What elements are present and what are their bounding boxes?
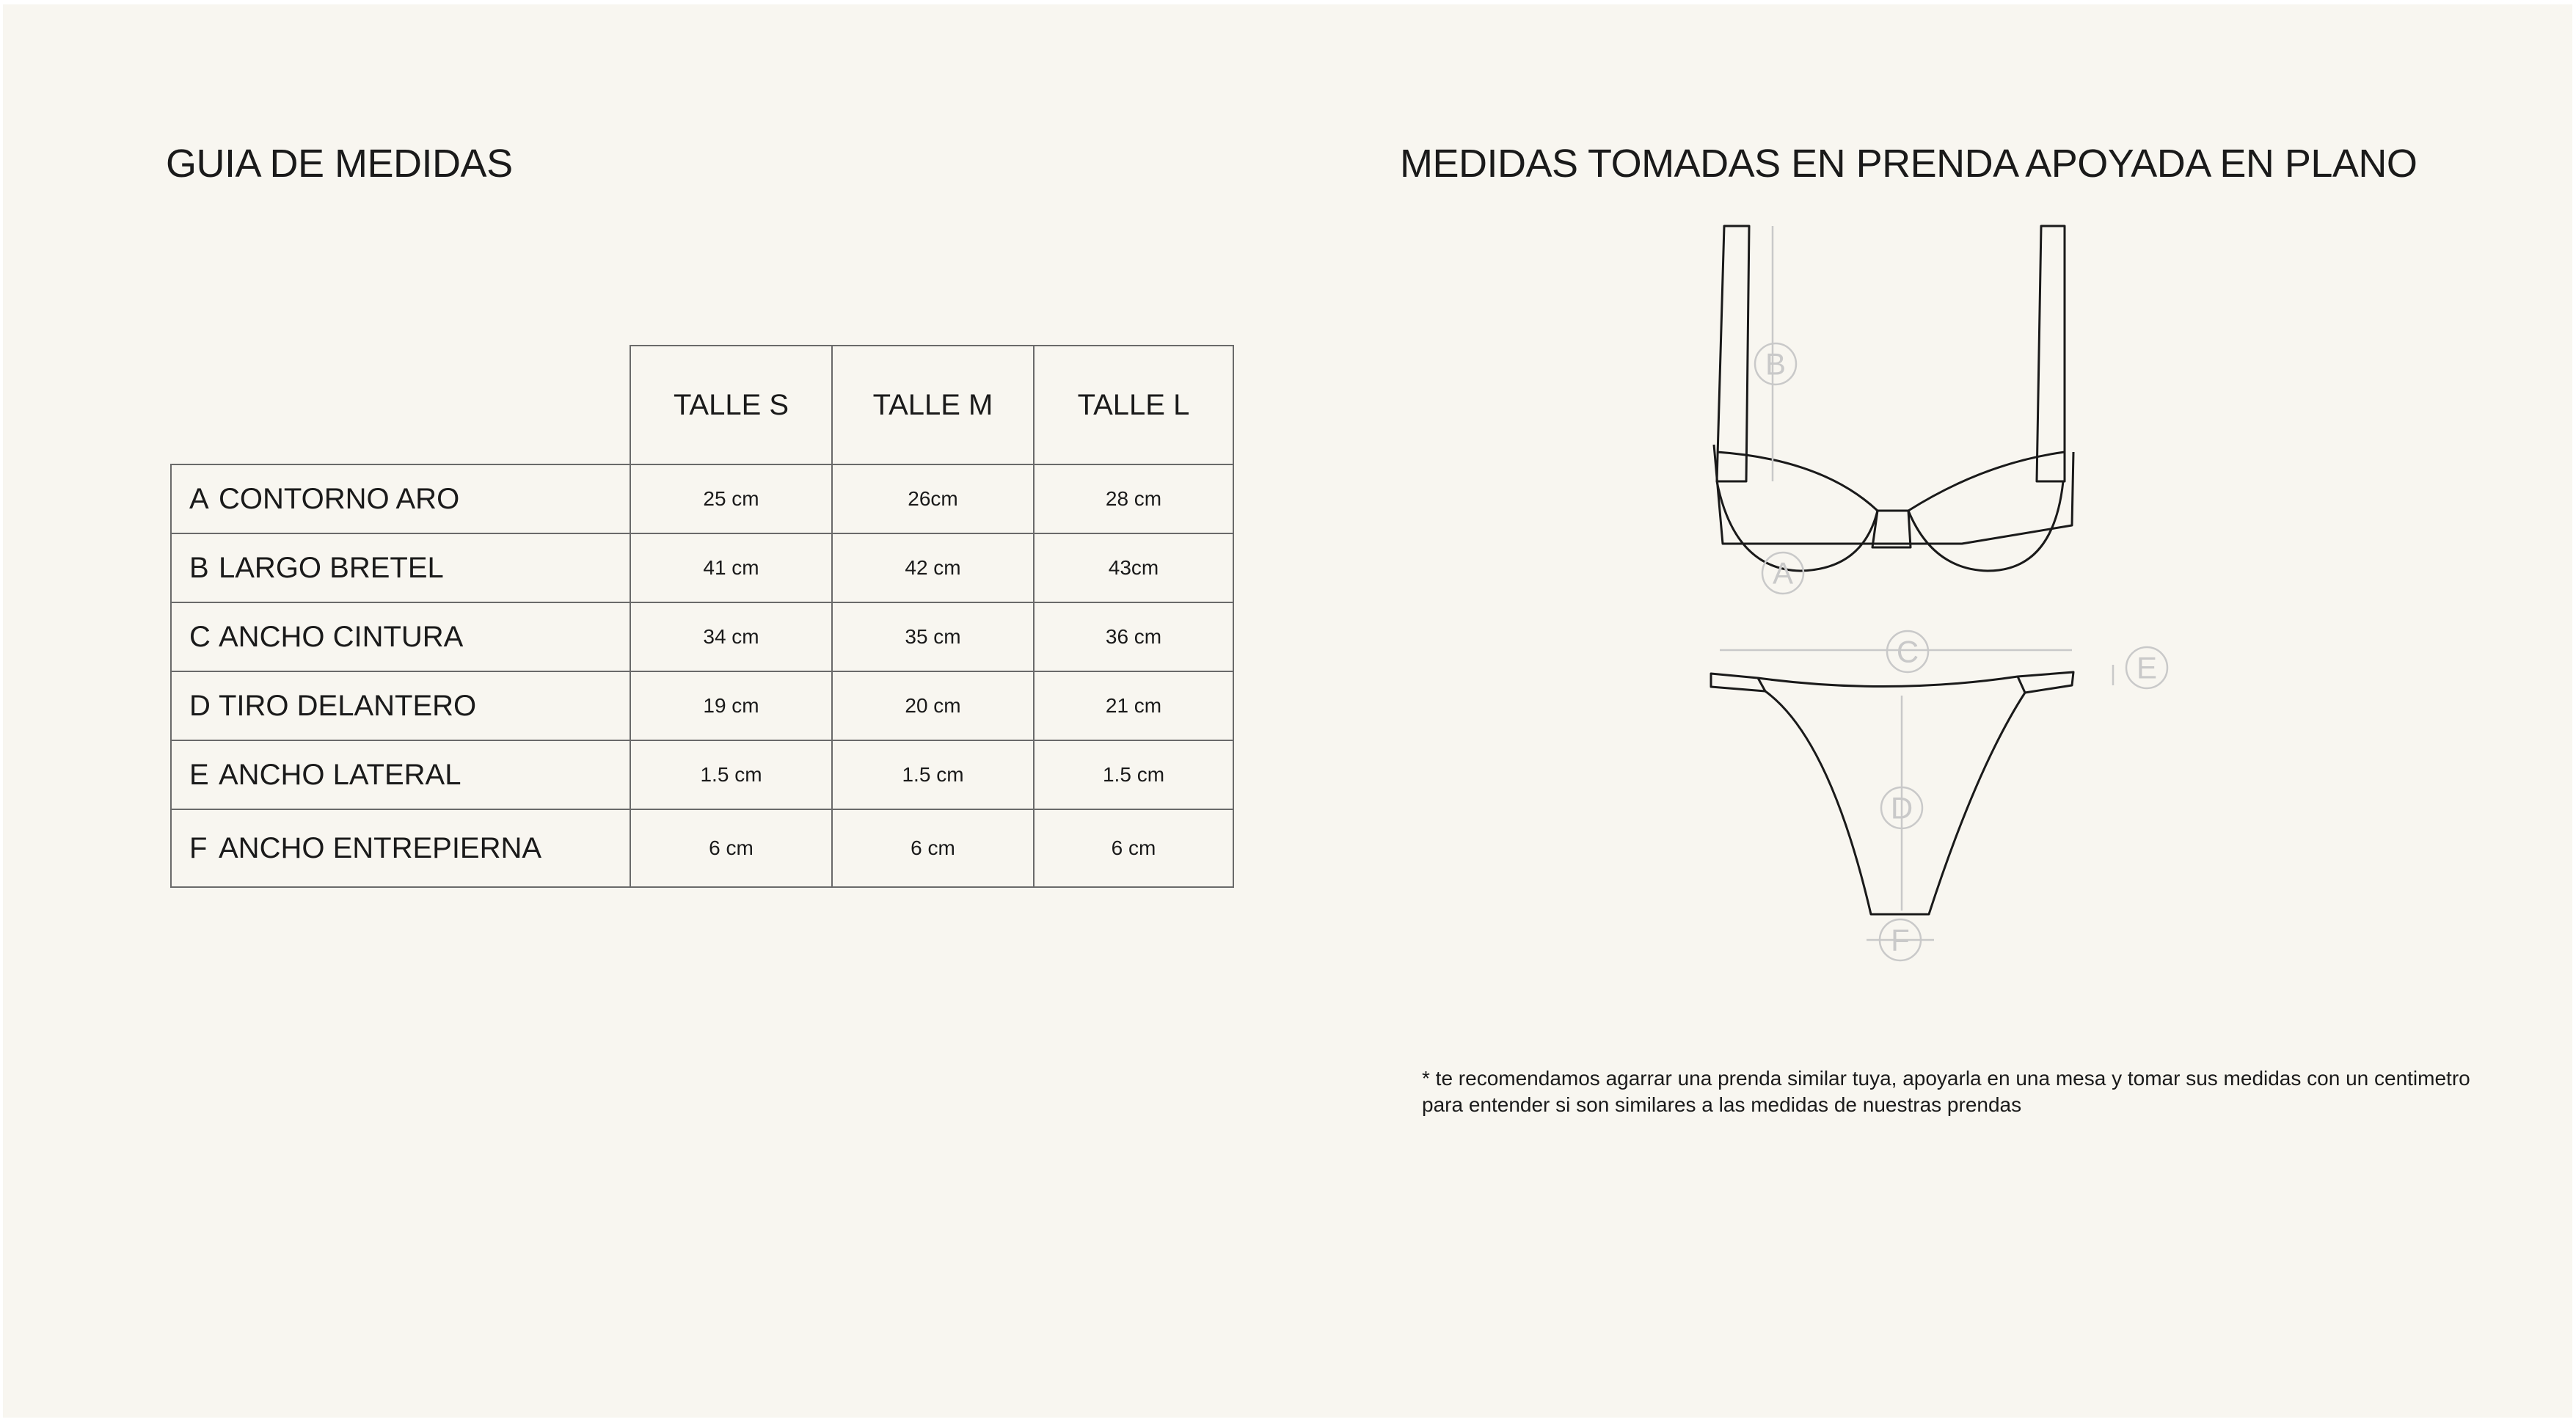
right-side-seam bbox=[2018, 677, 2025, 693]
row-label bbox=[171, 671, 630, 740]
measurement-guides bbox=[1720, 226, 2167, 960]
table-cell: 25 cm bbox=[630, 464, 832, 533]
table-row bbox=[171, 464, 1233, 533]
row-label-text: ANCHO ENTREPIERNA bbox=[219, 831, 542, 864]
table-cell: 43cm bbox=[1034, 533, 1233, 602]
row-label bbox=[171, 464, 630, 533]
row-letter: D bbox=[189, 689, 211, 722]
table-cell: 20 cm bbox=[832, 671, 1034, 740]
bikini-diagram bbox=[1654, 210, 2182, 980]
row-label-text: ANCHO LATERAL bbox=[219, 758, 461, 791]
row-letter: E bbox=[189, 758, 209, 791]
table-cell: 21 cm bbox=[1034, 671, 1233, 740]
row-label-text: LARGO BRETEL bbox=[219, 551, 444, 584]
row-label bbox=[171, 809, 630, 887]
marker-b-label: B bbox=[1765, 346, 1787, 382]
table-cell: 34 cm bbox=[630, 602, 832, 671]
bikini-top-drawing bbox=[1714, 226, 2073, 571]
measurement-note bbox=[1422, 1065, 2470, 1118]
header-talle-l: TALLE L bbox=[1034, 346, 1233, 464]
note-line-2: para entender si son similares a las medidas de nuestras prendas bbox=[1422, 1093, 2022, 1116]
marker-e-label: E bbox=[2136, 650, 2158, 685]
row-label bbox=[171, 602, 630, 671]
right-cup bbox=[1908, 452, 2065, 571]
marker-a-label: A bbox=[1772, 555, 1794, 591]
table-cell: 28 cm bbox=[1034, 464, 1233, 533]
marker-f-label: F bbox=[1891, 922, 1910, 958]
table-cell: 42 cm bbox=[832, 533, 1034, 602]
table-cell: 1.5 cm bbox=[1034, 740, 1233, 809]
table-cell: 35 cm bbox=[832, 602, 1034, 671]
measurement-title: MEDIDAS TOMADAS EN PRENDA APOYADA EN PLANO bbox=[1400, 142, 2418, 186]
center-gore bbox=[1872, 511, 1911, 547]
size-guide-page bbox=[3, 4, 2572, 1418]
marker-c-label: C bbox=[1896, 634, 1919, 669]
left-cup bbox=[1717, 452, 1878, 571]
table-cell: 36 cm bbox=[1034, 602, 1233, 671]
header-talle-s: TALLE S bbox=[630, 346, 832, 464]
table-cell: 41 cm bbox=[630, 533, 832, 602]
row-label-text: ANCHO CINTURA bbox=[219, 620, 464, 653]
right-strap bbox=[2037, 226, 2065, 481]
table-row bbox=[171, 809, 1233, 887]
size-guide-title: GUIA DE MEDIDAS bbox=[166, 142, 513, 186]
row-label-text: TIRO DELANTERO bbox=[219, 689, 477, 722]
table-cell: 19 cm bbox=[630, 671, 832, 740]
size-table-header bbox=[171, 346, 1233, 464]
table-cell: 26cm bbox=[832, 464, 1034, 533]
table-cell: 1.5 cm bbox=[630, 740, 832, 809]
note-line-1: * te recomendamos agarrar una prenda similar tuya, apoyarla en una mesa y tomar sus medidas con un centimetro bbox=[1422, 1067, 2470, 1090]
row-letter: C bbox=[189, 620, 211, 653]
header-talle-m: TALLE M bbox=[832, 346, 1034, 464]
row-label-text: CONTORNO ARO bbox=[219, 482, 460, 515]
table-cell: 6 cm bbox=[832, 809, 1034, 887]
marker-d-label: D bbox=[1890, 790, 1913, 825]
table-row bbox=[171, 740, 1233, 809]
table-row bbox=[171, 602, 1233, 671]
left-side-seam bbox=[1758, 678, 1765, 691]
row-letter: F bbox=[189, 831, 208, 864]
size-table bbox=[170, 345, 1234, 888]
table-cell: 6 cm bbox=[1034, 809, 1233, 887]
table-row bbox=[171, 671, 1233, 740]
row-label bbox=[171, 533, 630, 602]
row-letter: A bbox=[189, 482, 209, 515]
row-label bbox=[171, 740, 630, 809]
row-letter: B bbox=[189, 551, 209, 584]
table-row bbox=[171, 533, 1233, 602]
table-cell: 1.5 cm bbox=[832, 740, 1034, 809]
left-strap bbox=[1717, 226, 1749, 481]
table-cell: 6 cm bbox=[630, 809, 832, 887]
header-empty-cell bbox=[171, 346, 630, 464]
